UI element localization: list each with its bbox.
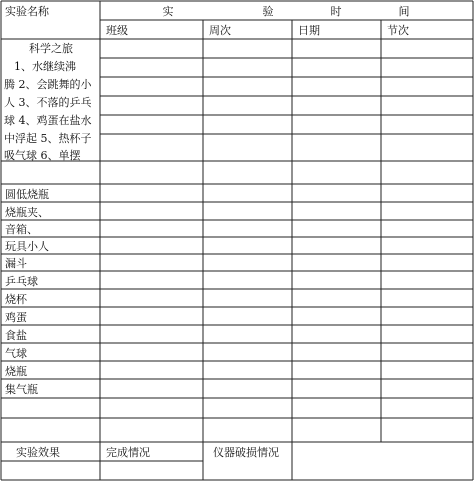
equipment-damage-label: 仪器破损情况 — [213, 446, 279, 459]
experiment-line: 腾 2、会跳舞的小 — [4, 78, 92, 91]
material-item: 烧瓶 — [5, 365, 27, 378]
experiment-title: 科学之旅 — [29, 42, 73, 55]
class-column-header: 班级 — [106, 24, 128, 37]
material-item: 食盐 — [5, 329, 27, 342]
experiment-line: 1、水继续沸 — [14, 60, 76, 73]
date-column-header: 日期 — [298, 24, 320, 37]
experiment-effect-label: 实验效果 — [16, 446, 60, 459]
time-header-char-3: 时 — [330, 5, 342, 18]
period-column-header: 节次 — [387, 24, 409, 37]
time-header-char-2: 验 — [262, 5, 274, 18]
material-item: 鸡蛋 — [5, 311, 27, 324]
material-item: 玩具小人 — [5, 240, 49, 253]
material-item: 气球 — [5, 347, 27, 360]
time-header-char-1: 实 — [162, 5, 174, 18]
material-item: 音箱、 — [5, 223, 38, 236]
experiment-line: 球 4、鸡蛋在盐水 — [4, 114, 92, 127]
material-item: 漏斗 — [5, 257, 27, 270]
material-item: 圆低烧瓶 — [5, 188, 49, 201]
material-item: 乒乓球 — [5, 275, 38, 288]
time-header-char-4: 间 — [398, 5, 410, 18]
experiment-line: 人 3、不落的乒乓 — [4, 96, 92, 109]
experiment-name-header: 实验名称 — [5, 5, 49, 18]
week-column-header: 周次 — [209, 24, 231, 37]
material-item: 集气瓶 — [5, 383, 38, 396]
material-item: 烧瓶夹、 — [5, 206, 49, 219]
experiment-line: 吸气球 6、单摆 — [4, 149, 81, 162]
completion-status-label: 完成情况 — [106, 446, 150, 459]
experiment-line: 中浮起 5、热杯子 — [4, 132, 92, 145]
material-item: 烧杯 — [5, 293, 27, 306]
